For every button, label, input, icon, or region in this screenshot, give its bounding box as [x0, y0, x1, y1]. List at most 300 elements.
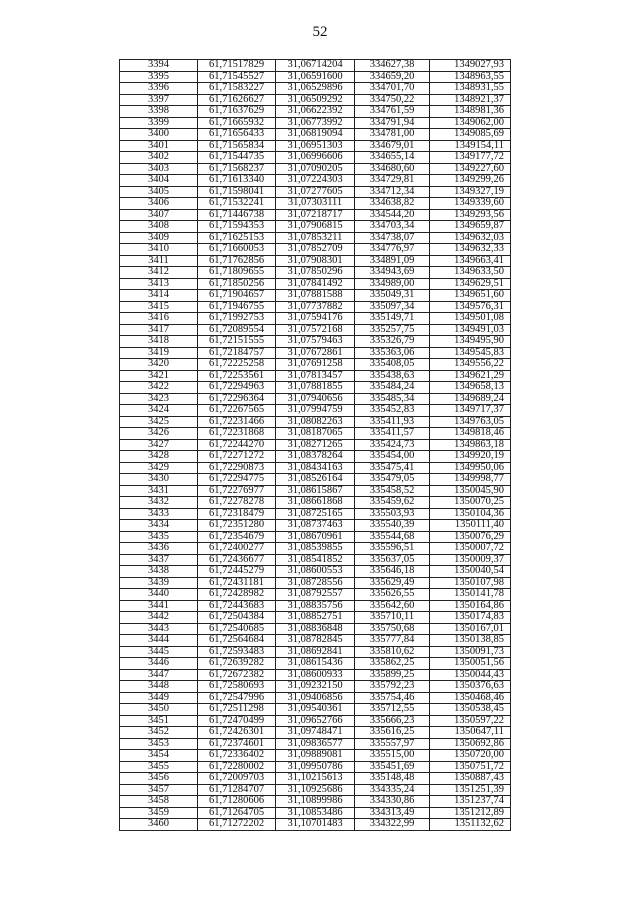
point-number-cell: 3436	[120, 543, 198, 555]
latitude-cell: 61,71517829	[198, 60, 276, 72]
y-coordinate-cell: 1350051,56	[430, 658, 511, 670]
x-coordinate-cell: 335596,51	[355, 543, 430, 555]
x-coordinate-cell: 335148,48	[355, 773, 430, 785]
table-row	[120, 405, 511, 417]
point-number-cell: 3427	[120, 439, 198, 451]
longitude-cell: 31,06591600	[276, 71, 355, 83]
longitude-cell: 31,08541852	[276, 554, 355, 566]
table-row	[120, 796, 511, 808]
latitude-cell: 61,72593483	[198, 646, 276, 658]
table-row	[120, 623, 511, 635]
page-number: 52	[312, 24, 328, 40]
table-row	[120, 175, 511, 187]
longitude-cell: 31,08737463	[276, 520, 355, 532]
longitude-cell: 31,09232150	[276, 681, 355, 693]
table-row	[120, 761, 511, 773]
table-row	[120, 646, 511, 658]
x-coordinate-cell: 335326,79	[355, 336, 430, 348]
longitude-cell: 31,10701483	[276, 819, 355, 831]
longitude-cell: 31,07881588	[276, 290, 355, 302]
latitude-cell: 61,72431181	[198, 577, 276, 589]
x-coordinate-cell: 334655,14	[355, 152, 430, 164]
x-coordinate-cell: 334313,49	[355, 807, 430, 819]
y-coordinate-cell: 1350044,43	[430, 669, 511, 681]
x-coordinate-cell: 335515,00	[355, 750, 430, 762]
y-coordinate-cell: 1350141,78	[430, 589, 511, 601]
table-row	[120, 359, 511, 371]
longitude-cell: 31,08434163	[276, 462, 355, 474]
table-row	[120, 186, 511, 198]
latitude-cell: 61,72278278	[198, 497, 276, 509]
point-number-cell: 3419	[120, 347, 198, 359]
point-number-cell: 3456	[120, 773, 198, 785]
x-coordinate-cell: 334781,00	[355, 129, 430, 141]
x-coordinate-cell: 335503,93	[355, 508, 430, 520]
x-coordinate-cell: 335257,75	[355, 324, 430, 336]
point-number-cell: 3458	[120, 796, 198, 808]
x-coordinate-cell: 334791,94	[355, 117, 430, 129]
y-coordinate-cell: 1349177,72	[430, 152, 511, 164]
longitude-cell: 31,09748471	[276, 727, 355, 739]
y-coordinate-cell: 1350887,43	[430, 773, 511, 785]
table-row	[120, 83, 511, 95]
point-number-cell: 3394	[120, 60, 198, 72]
latitude-cell: 61,72271272	[198, 451, 276, 463]
x-coordinate-cell: 335484,24	[355, 382, 430, 394]
x-coordinate-cell: 335637,05	[355, 554, 430, 566]
latitude-cell: 61,72225258	[198, 359, 276, 371]
y-coordinate-cell: 1351212,89	[430, 807, 511, 819]
longitude-cell: 31,07572168	[276, 324, 355, 336]
y-coordinate-cell: 1350091,73	[430, 646, 511, 658]
x-coordinate-cell: 334544,20	[355, 209, 430, 221]
longitude-cell: 31,09540361	[276, 704, 355, 716]
x-coordinate-cell: 334729,81	[355, 175, 430, 187]
point-number-cell: 3402	[120, 152, 198, 164]
x-coordinate-cell: 335097,34	[355, 301, 430, 313]
point-number-cell: 3442	[120, 612, 198, 624]
y-coordinate-cell: 1350040,54	[430, 566, 511, 578]
point-number-cell: 3415	[120, 301, 198, 313]
x-coordinate-cell: 335424,73	[355, 439, 430, 451]
table-row	[120, 221, 511, 233]
table-row	[120, 163, 511, 175]
table-row	[120, 140, 511, 152]
point-number-cell: 3398	[120, 106, 198, 118]
y-coordinate-cell: 1350167,01	[430, 623, 511, 635]
y-coordinate-cell: 1350376,63	[430, 681, 511, 693]
point-number-cell: 3412	[120, 267, 198, 279]
latitude-cell: 61,72511298	[198, 704, 276, 716]
latitude-cell: 61,72318479	[198, 508, 276, 520]
point-number-cell: 3454	[120, 750, 198, 762]
latitude-cell: 61,72672382	[198, 669, 276, 681]
point-number-cell: 3397	[120, 94, 198, 106]
table-row	[120, 715, 511, 727]
x-coordinate-cell: 335544,68	[355, 531, 430, 543]
x-coordinate-cell: 335363,06	[355, 347, 430, 359]
point-number-cell: 3441	[120, 600, 198, 612]
point-number-cell: 3424	[120, 405, 198, 417]
x-coordinate-cell: 334943,69	[355, 267, 430, 279]
y-coordinate-cell: 1349632,33	[430, 244, 511, 256]
x-coordinate-cell: 335710,11	[355, 612, 430, 624]
y-coordinate-cell: 1350647,11	[430, 727, 511, 739]
table-row	[120, 336, 511, 348]
y-coordinate-cell: 1349658,13	[430, 382, 511, 394]
longitude-cell: 31,07224303	[276, 175, 355, 187]
y-coordinate-cell: 1349689,24	[430, 393, 511, 405]
x-coordinate-cell: 334712,34	[355, 186, 430, 198]
latitude-cell: 61,72426301	[198, 727, 276, 739]
point-number-cell: 3420	[120, 359, 198, 371]
y-coordinate-cell: 1349154,11	[430, 140, 511, 152]
y-coordinate-cell: 1349950,06	[430, 462, 511, 474]
latitude-cell: 61,71762856	[198, 255, 276, 267]
point-number-cell: 3421	[120, 370, 198, 382]
point-number-cell: 3445	[120, 646, 198, 658]
y-coordinate-cell: 1349920,19	[430, 451, 511, 463]
longitude-cell: 31,08725165	[276, 508, 355, 520]
latitude-cell: 61,72267565	[198, 405, 276, 417]
latitude-cell: 61,71264705	[198, 807, 276, 819]
table-row	[120, 94, 511, 106]
y-coordinate-cell: 1350076,29	[430, 531, 511, 543]
longitude-cell: 31,07594176	[276, 313, 355, 325]
table-row	[120, 773, 511, 785]
longitude-cell: 31,09836577	[276, 738, 355, 750]
x-coordinate-cell: 334703,34	[355, 221, 430, 233]
x-coordinate-cell: 335540,39	[355, 520, 430, 532]
y-coordinate-cell: 1349327,19	[430, 186, 511, 198]
point-number-cell: 3444	[120, 635, 198, 647]
table-row	[120, 669, 511, 681]
table-row	[120, 520, 511, 532]
latitude-cell: 61,71626627	[198, 94, 276, 106]
latitude-cell: 61,72351280	[198, 520, 276, 532]
point-number-cell: 3439	[120, 577, 198, 589]
y-coordinate-cell: 1349501,08	[430, 313, 511, 325]
table-row	[120, 416, 511, 428]
table-row	[120, 566, 511, 578]
x-coordinate-cell: 335862,25	[355, 658, 430, 670]
longitude-cell: 31,06509292	[276, 94, 355, 106]
y-coordinate-cell: 1349717,37	[430, 405, 511, 417]
latitude-cell: 61,71850256	[198, 278, 276, 290]
longitude-cell: 31,08539855	[276, 543, 355, 555]
coordinates-table	[119, 59, 511, 831]
x-coordinate-cell: 335408,05	[355, 359, 430, 371]
table-row	[120, 232, 511, 244]
x-coordinate-cell: 334335,24	[355, 784, 430, 796]
x-coordinate-cell: 334701,70	[355, 83, 430, 95]
point-number-cell: 3414	[120, 290, 198, 302]
longitude-cell: 31,09950786	[276, 761, 355, 773]
y-coordinate-cell: 1348981,36	[430, 106, 511, 118]
table-row	[120, 692, 511, 704]
y-coordinate-cell: 1349339,60	[430, 198, 511, 210]
table-row	[120, 612, 511, 624]
point-number-cell: 3437	[120, 554, 198, 566]
latitude-cell: 61,72184757	[198, 347, 276, 359]
y-coordinate-cell: 1350692,86	[430, 738, 511, 750]
longitude-cell: 31,06996606	[276, 152, 355, 164]
table-row	[120, 278, 511, 290]
latitude-cell: 61,71280606	[198, 796, 276, 808]
y-coordinate-cell: 1348963,55	[430, 71, 511, 83]
latitude-cell: 61,71565834	[198, 140, 276, 152]
y-coordinate-cell: 1349545,83	[430, 347, 511, 359]
point-number-cell: 3425	[120, 416, 198, 428]
point-number-cell: 3408	[120, 221, 198, 233]
table-row	[120, 255, 511, 267]
point-number-cell: 3417	[120, 324, 198, 336]
point-number-cell: 3434	[120, 520, 198, 532]
longitude-cell: 31,07691258	[276, 359, 355, 371]
point-number-cell: 3403	[120, 163, 198, 175]
point-number-cell: 3418	[120, 336, 198, 348]
point-number-cell: 3396	[120, 83, 198, 95]
latitude-cell: 61,72009703	[198, 773, 276, 785]
y-coordinate-cell: 1349629,51	[430, 278, 511, 290]
y-coordinate-cell: 1350138,85	[430, 635, 511, 647]
longitude-cell: 31,10215613	[276, 773, 355, 785]
table-row	[120, 589, 511, 601]
latitude-cell: 61,72294775	[198, 474, 276, 486]
latitude-cell: 61,72400277	[198, 543, 276, 555]
longitude-cell: 31,08615436	[276, 658, 355, 670]
latitude-cell: 61,71665932	[198, 117, 276, 129]
table-row	[120, 393, 511, 405]
x-coordinate-cell: 335616,25	[355, 727, 430, 739]
x-coordinate-cell: 334627,38	[355, 60, 430, 72]
point-number-cell: 3405	[120, 186, 198, 198]
y-coordinate-cell: 1349632,03	[430, 232, 511, 244]
latitude-cell: 61,71583227	[198, 83, 276, 95]
table-row	[120, 60, 511, 72]
longitude-cell: 31,07303111	[276, 198, 355, 210]
longitude-cell: 31,08082263	[276, 416, 355, 428]
longitude-cell: 31,10899986	[276, 796, 355, 808]
x-coordinate-cell: 335459,62	[355, 497, 430, 509]
y-coordinate-cell: 1351237,74	[430, 796, 511, 808]
latitude-cell: 61,72470499	[198, 715, 276, 727]
latitude-cell: 61,72547996	[198, 692, 276, 704]
longitude-cell: 31,08600933	[276, 669, 355, 681]
x-coordinate-cell: 335049,31	[355, 290, 430, 302]
x-coordinate-cell: 334679,01	[355, 140, 430, 152]
longitude-cell: 31,06819094	[276, 129, 355, 141]
x-coordinate-cell: 335646,18	[355, 566, 430, 578]
x-coordinate-cell: 335438,63	[355, 370, 430, 382]
x-coordinate-cell: 335899,25	[355, 669, 430, 681]
point-number-cell: 3460	[120, 819, 198, 831]
y-coordinate-cell: 1349659,87	[430, 221, 511, 233]
table-row	[120, 543, 511, 555]
point-number-cell: 3440	[120, 589, 198, 601]
table-row	[120, 198, 511, 210]
y-coordinate-cell: 1351251,39	[430, 784, 511, 796]
y-coordinate-cell: 1349085,69	[430, 129, 511, 141]
y-coordinate-cell: 1349998,77	[430, 474, 511, 486]
latitude-cell: 61,71613340	[198, 175, 276, 187]
table-row	[120, 129, 511, 141]
latitude-cell: 61,72280002	[198, 761, 276, 773]
longitude-cell: 31,08600553	[276, 566, 355, 578]
latitude-cell: 61,71809655	[198, 267, 276, 279]
y-coordinate-cell: 1350070,25	[430, 497, 511, 509]
point-number-cell: 3406	[120, 198, 198, 210]
latitude-cell: 61,72564684	[198, 635, 276, 647]
y-coordinate-cell: 1350751,72	[430, 761, 511, 773]
point-number-cell: 3395	[120, 71, 198, 83]
x-coordinate-cell: 334891,09	[355, 255, 430, 267]
y-coordinate-cell: 1349663,41	[430, 255, 511, 267]
longitude-cell: 31,07881855	[276, 382, 355, 394]
longitude-cell: 31,08792557	[276, 589, 355, 601]
latitude-cell: 61,71446738	[198, 209, 276, 221]
y-coordinate-cell: 1351132,62	[430, 819, 511, 831]
x-coordinate-cell: 335458,52	[355, 485, 430, 497]
point-number-cell: 3430	[120, 474, 198, 486]
longitude-cell: 31,06622392	[276, 106, 355, 118]
y-coordinate-cell: 1349651,60	[430, 290, 511, 302]
y-coordinate-cell: 1349621,29	[430, 370, 511, 382]
x-coordinate-cell: 334330,86	[355, 796, 430, 808]
longitude-cell: 31,08728556	[276, 577, 355, 589]
y-coordinate-cell: 1349062,00	[430, 117, 511, 129]
x-coordinate-cell: 335411,57	[355, 428, 430, 440]
table-row	[120, 531, 511, 543]
y-coordinate-cell: 1350720,00	[430, 750, 511, 762]
point-number-cell: 3431	[120, 485, 198, 497]
point-number-cell: 3451	[120, 715, 198, 727]
latitude-cell: 61,72443683	[198, 600, 276, 612]
x-coordinate-cell: 334638,82	[355, 198, 430, 210]
table-row	[120, 209, 511, 221]
table-row	[120, 290, 511, 302]
y-coordinate-cell: 1350104,36	[430, 508, 511, 520]
longitude-cell: 31,08378264	[276, 451, 355, 463]
x-coordinate-cell: 335479,05	[355, 474, 430, 486]
longitude-cell: 31,07090205	[276, 163, 355, 175]
latitude-cell: 61,72540685	[198, 623, 276, 635]
point-number-cell: 3450	[120, 704, 198, 716]
point-number-cell: 3446	[120, 658, 198, 670]
point-number-cell: 3422	[120, 382, 198, 394]
latitude-cell: 61,72290873	[198, 462, 276, 474]
longitude-cell: 31,07852709	[276, 244, 355, 256]
point-number-cell: 3455	[120, 761, 198, 773]
y-coordinate-cell: 1349491,03	[430, 324, 511, 336]
x-coordinate-cell: 335626,55	[355, 589, 430, 601]
y-coordinate-cell: 1349818,46	[430, 428, 511, 440]
y-coordinate-cell: 1350597,22	[430, 715, 511, 727]
longitude-cell: 31,07850296	[276, 267, 355, 279]
latitude-cell: 61,72504384	[198, 612, 276, 624]
x-coordinate-cell: 334322,99	[355, 819, 430, 831]
longitude-cell: 31,07218717	[276, 209, 355, 221]
point-number-cell: 3449	[120, 692, 198, 704]
longitude-cell: 31,06773992	[276, 117, 355, 129]
table-row	[120, 106, 511, 118]
point-number-cell: 3453	[120, 738, 198, 750]
longitude-cell: 31,06714204	[276, 60, 355, 72]
y-coordinate-cell: 1350538,45	[430, 704, 511, 716]
table-row	[120, 750, 511, 762]
latitude-cell: 61,72151555	[198, 336, 276, 348]
table-row	[120, 244, 511, 256]
longitude-cell: 31,08526164	[276, 474, 355, 486]
table-row	[120, 301, 511, 313]
y-coordinate-cell: 1350164,86	[430, 600, 511, 612]
longitude-cell: 31,07277605	[276, 186, 355, 198]
x-coordinate-cell: 335666,23	[355, 715, 430, 727]
table-row	[120, 600, 511, 612]
longitude-cell: 31,07813457	[276, 370, 355, 382]
x-coordinate-cell: 335452,83	[355, 405, 430, 417]
table-row	[120, 485, 511, 497]
longitude-cell: 31,06529896	[276, 83, 355, 95]
x-coordinate-cell: 335777,84	[355, 635, 430, 647]
y-coordinate-cell: 1350111,40	[430, 520, 511, 532]
latitude-cell: 61,72231868	[198, 428, 276, 440]
longitude-cell: 31,10925686	[276, 784, 355, 796]
x-coordinate-cell: 334776,97	[355, 244, 430, 256]
y-coordinate-cell: 1348921,37	[430, 94, 511, 106]
latitude-cell: 61,72639282	[198, 658, 276, 670]
longitude-cell: 31,09652766	[276, 715, 355, 727]
longitude-cell: 31,08615867	[276, 485, 355, 497]
point-number-cell: 3452	[120, 727, 198, 739]
table-row	[120, 462, 511, 474]
x-coordinate-cell: 335149,71	[355, 313, 430, 325]
point-number-cell: 3399	[120, 117, 198, 129]
table-row	[120, 451, 511, 463]
table-row	[120, 71, 511, 83]
x-coordinate-cell: 334738,07	[355, 232, 430, 244]
longitude-cell: 31,08836848	[276, 623, 355, 635]
x-coordinate-cell: 335712,55	[355, 704, 430, 716]
point-number-cell: 3426	[120, 428, 198, 440]
x-coordinate-cell: 335754,46	[355, 692, 430, 704]
longitude-cell: 31,07672861	[276, 347, 355, 359]
latitude-cell: 61,72374601	[198, 738, 276, 750]
longitude-cell: 31,08661868	[276, 497, 355, 509]
y-coordinate-cell: 1349293,56	[430, 209, 511, 221]
x-coordinate-cell: 334750,22	[355, 94, 430, 106]
x-coordinate-cell: 334680,60	[355, 163, 430, 175]
longitude-cell: 31,07940656	[276, 393, 355, 405]
x-coordinate-cell: 335642,60	[355, 600, 430, 612]
table-row	[120, 152, 511, 164]
latitude-cell: 61,71625153	[198, 232, 276, 244]
table-row	[120, 554, 511, 566]
point-number-cell: 3448	[120, 681, 198, 693]
point-number-cell: 3423	[120, 393, 198, 405]
point-number-cell: 3435	[120, 531, 198, 543]
table-row	[120, 681, 511, 693]
latitude-cell: 61,71594353	[198, 221, 276, 233]
latitude-cell: 61,71992753	[198, 313, 276, 325]
latitude-cell: 61,72445279	[198, 566, 276, 578]
table-row	[120, 347, 511, 359]
point-number-cell: 3401	[120, 140, 198, 152]
longitude-cell: 31,08852751	[276, 612, 355, 624]
y-coordinate-cell: 1350045,90	[430, 485, 511, 497]
x-coordinate-cell: 335557,97	[355, 738, 430, 750]
latitude-cell: 61,72296364	[198, 393, 276, 405]
